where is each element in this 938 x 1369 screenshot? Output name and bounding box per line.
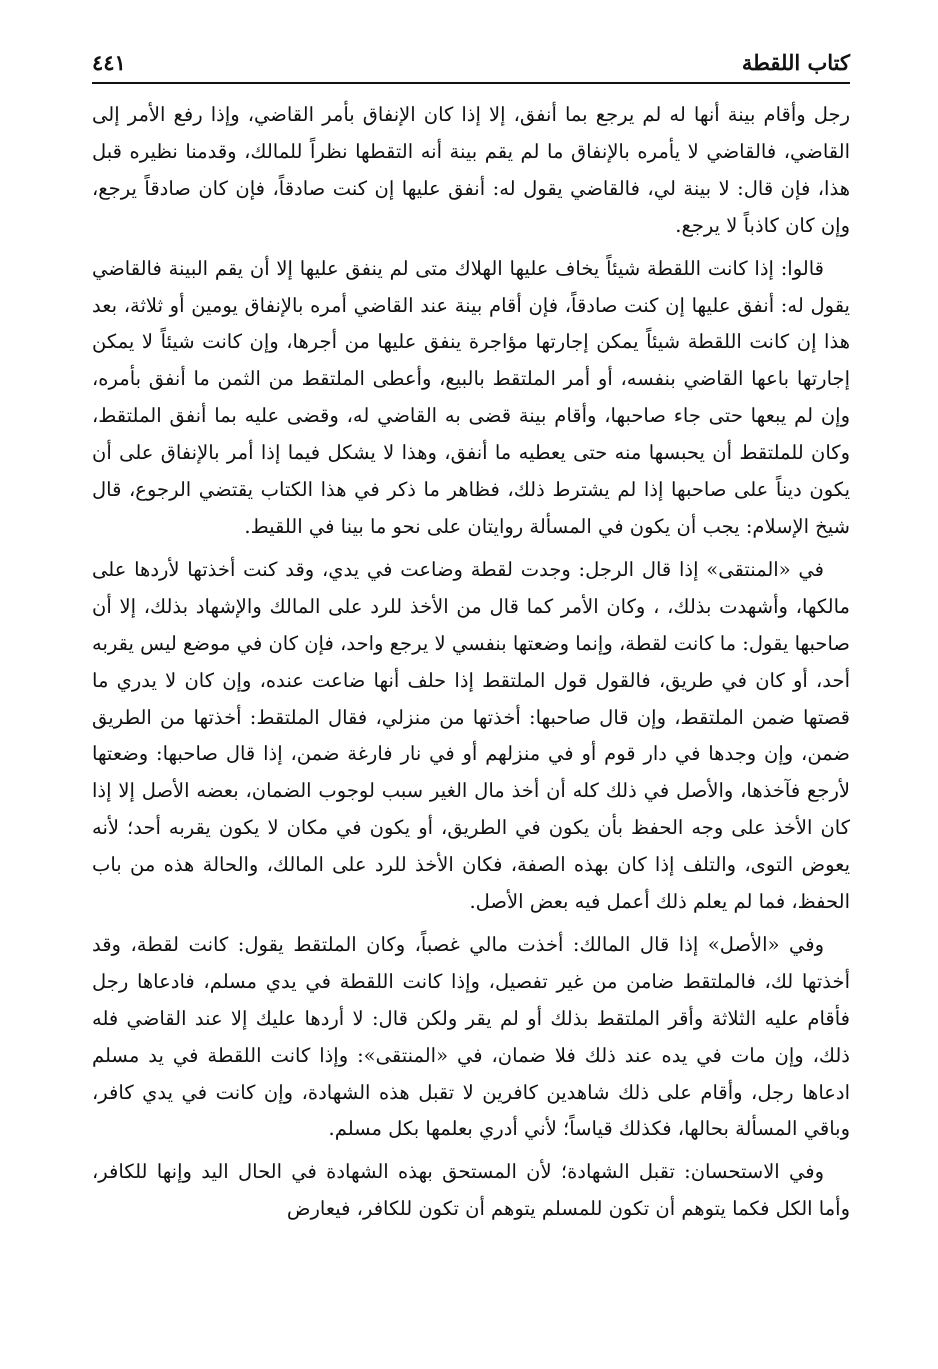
page-number: ٤٤١ (92, 50, 126, 75)
main-text (92, 97, 850, 1228)
paragraph-3: في «المنتقى» إذا قال الرجل: وجدت لقطة وضاعت في يدي، وقد كنت أخذتها لأردها على مالكها، وأشهدت بذلك، ، وكان الأمر كما قال من الأخذ للرد على المالك والإشهاد بذلك، إلا أن صاحبها يقول: ما كانت لقطة، وإنما وضعتها بنفسي لا يرجع واحد، فإن كان في موضع ليس يقربه أحد، أو كان في طريق، فالقول قول الملتقط إذا حلف أنها ضاعت عنده، وإن كان لا يدري ما قصتها ضمن الملتقط، وإن قال صاحبها: أخذتها من منزلي، فقال الملتقط: أخذتها من الطريق ضمن، وإن وجدها في دار قوم أو في منزلهم أو في نار فارغة ضمن، إذا قال صاحبها: وضعتها لأرجع فآخذها، والأصل في ذلك كله أن أخذ مال الغير سبب لوجوب الضمان، بعضه الأصل إلا إذا كان الأخذ على وجه الحفظ بأن يكون في الطريق، أو يكون في مكان لا يكون يقربه أحد؛ لأنه يعوض التوى، والتلف إذا كان بهذه الصفة، فكان الأخذ للرد على المالك، والحالة هذه من باب الحفظ، فما لم يعلم ذلك أعمل فيه بعض الأصل. (92, 557, 850, 914)
running-header (92, 42, 850, 84)
paragraph-5: وفي الاستحسان: تقبل الشهادة؛ لأن المستحق بهذه الشهادة في الحال اليد وإنها للكافر، وأما الكل فكما يتوهم أن تكون للمسلم يتوهم أن تكون للكافر، فيعارض (92, 1160, 850, 1221)
chapter-title: كتاب اللقطة (741, 50, 850, 75)
paragraph-2: قالوا: إذا كانت اللقطة شيئاً يخاف عليها الهلاك متى لم ينفق عليها إلا أن يقم البينة فالقاضي يقول له: أنفق عليها إن كنت صادقاً، فإن أقام بينة عند القاضي أمره بالإنفاق يومين أو ثلاثة، بعد هذا إن كانت اللقطة شيئاً يمكن إجارتها مؤاجرة ينفق عليها من أجرها، وإن كانت شيئاً لا يمكن إجارتها باعها القاضي بنفسه، أو أمر الملتقط بالبيع، وأعطى الملتقط من الثمن ما أنفق بأمره، وإن لم يبعها حتى جاء صاحبها، وأقام بينة قضى به القاضي له، وقضى عليه بما أنفق الملتقط، وكان للملتقط أن يحبسها منه حتى يعطيه ما أنفق، وهذا لا يشكل فيما إذا أمر بالإنفاق على أن يكون ديناً على صاحبها إذا لم يشترط ذلك، فظاهر ما ذكر في هذا الكتاب يقتضي الرجوع، قال شيخ الإسلام: يجب أن يكون في المسألة روايتان على نحو ما بينا في اللقيط. (92, 256, 850, 538)
paragraph-1: رجل وأقام بينة أنها له لم يرجع بما أنفق، إلا إذا كان الإنفاق بأمر القاضي، وإذا رفع الأمر إلى القاضي، فالقاضي لا يأمره بالإنفاق ما لم يقم بينة أنه التقطها نظراً للمالك، وقدمنا نظيره قبل هذا، فإن قال: لا بينة لي، فالقاضي يقول له: أنفق عليها إن كنت صادقاً، فإن كان صادقاً يرجع، وإن كان كاذباً لا يرجع. (92, 103, 850, 237)
paragraph-4: وفي «الأصل» إذا قال المالك: أخذت مالي غصباً، وكان الملتقط يقول: كانت لقطة، وقد أخذتها لك، فالملتقط ضامن من غير تفصيل، وإذا كانت اللقطة في يدي مسلم، فادعاها رجل فأقام عليه الثلاثة وأقر الملتقط بذلك أو لم يقر ولكن قال: لا أردها عليك إلا عند القاضي فله ذلك، وإن مات في يده عند ذلك فلا ضمان، في «المنتقى»: وإذا كانت اللقطة في يد مسلم ادعاها رجل، وأقام على ذلك شاهدين كافرين لا تقبل هذه الشهادة، وإن كانت في يدي كافر، وباقي المسألة بحالها، فكذلك قياساً؛ لأني أدري بعلمها بكل مسلم. (92, 932, 850, 1141)
